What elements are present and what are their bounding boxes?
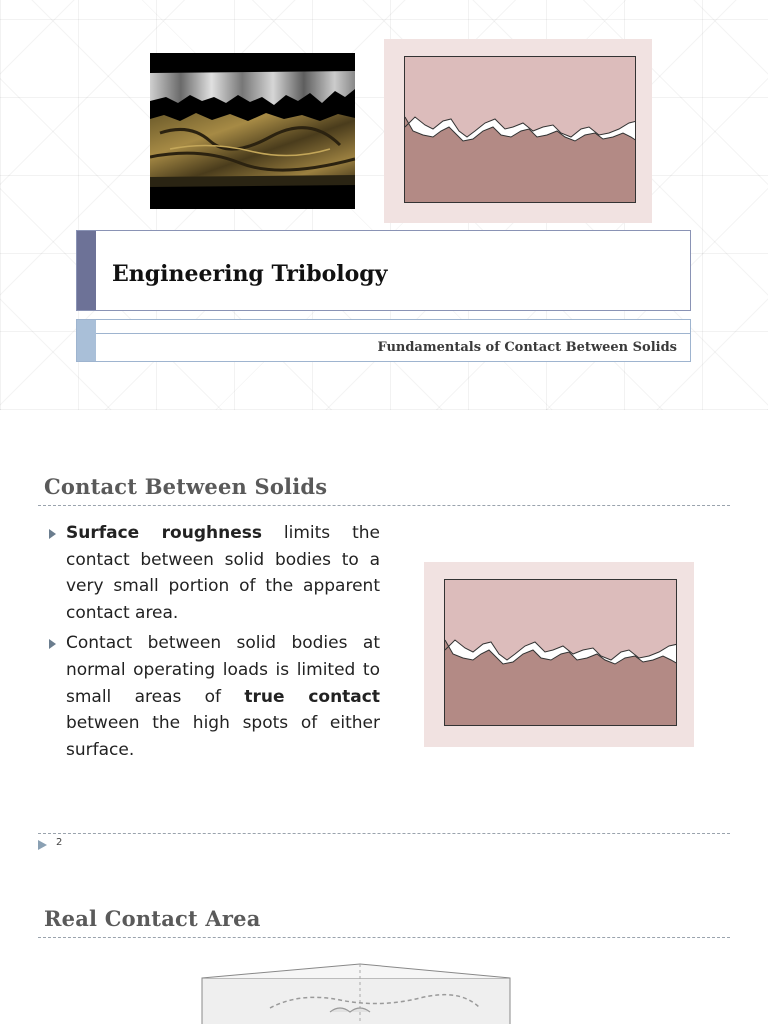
title-accent-bar	[77, 231, 96, 310]
footer-arrow-icon	[38, 840, 47, 850]
slide-heading: Contact Between Solids	[44, 474, 328, 499]
subtitle-box	[76, 319, 691, 362]
subtitle-rule	[96, 333, 690, 334]
surface-contact-diagram	[424, 562, 694, 747]
presentation-subtitle: Fundamentals of Contact Between Solids	[377, 340, 677, 355]
bullet-bold-term: Surface roughness	[66, 523, 262, 543]
heading-divider	[38, 505, 730, 506]
slide-contact-between-solids	[0, 440, 768, 860]
surface-contact-diagram	[384, 39, 652, 223]
bullet-text: between the high spots of either surface.	[66, 713, 380, 760]
bullet-bold-term: true contact	[244, 686, 380, 707]
bullet-text: limits the contact between solid bodies to a very small portion of the apparent contact area.	[66, 523, 380, 623]
heading-divider	[38, 937, 730, 938]
title-box	[76, 230, 691, 311]
presentation-title: Engineering Tribology	[112, 261, 388, 287]
contact-area-3d-box-diagram	[200, 962, 520, 1024]
bullet-arrow-icon	[49, 639, 56, 649]
slide-heading: Real Contact Area	[44, 906, 261, 931]
bullet-arrow-icon	[49, 529, 56, 539]
bullet-list	[46, 520, 380, 767]
bullet-text: Contact between solid bodies at normal operating loads is limited to small areas of	[66, 633, 380, 707]
footer-divider	[38, 833, 730, 834]
bullet-item	[46, 520, 380, 626]
subtitle-accent-bar	[77, 320, 96, 361]
rough-surface-render-image	[150, 53, 355, 209]
page-number: 2	[56, 837, 63, 848]
slide-real-contact-area	[0, 890, 768, 1024]
bullet-item	[46, 630, 380, 763]
title-slide	[0, 0, 768, 410]
